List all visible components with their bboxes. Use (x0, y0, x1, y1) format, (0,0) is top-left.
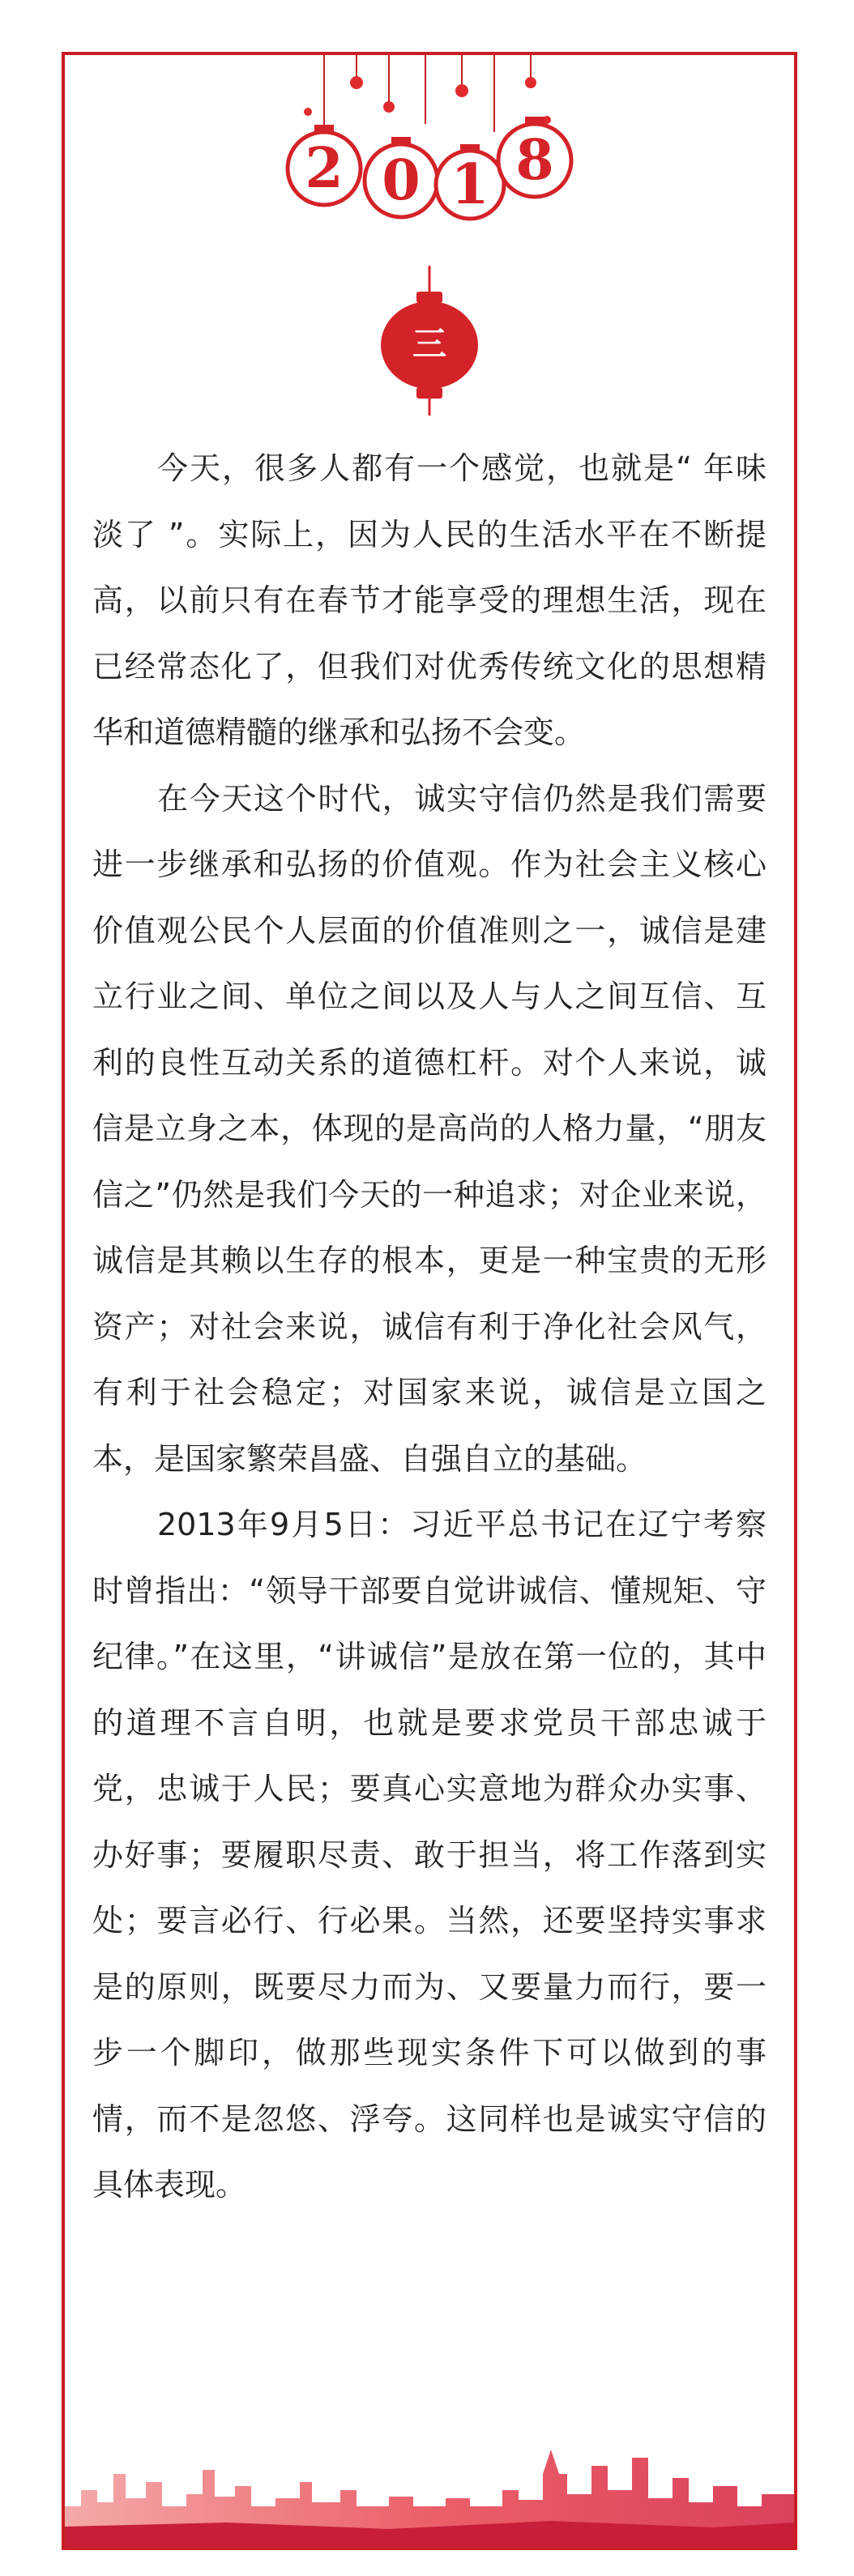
year-digit: 8 (515, 128, 554, 193)
page-frame (62, 52, 797, 2550)
article-body (92, 436, 766, 2219)
paragraph: 2013年9月5日：习近平总书记在辽宁考察时曾指出：“领导干部要自觉讲诚信、懂规矩、守纪律。”在这里，“讲诚信”是放在第一位的，其中的道理不言自明，也就是要求党员干部忠诚于党，忠诚于人民；要真心实意地为群众办实事、办好事；要履职尽责、敢于担当，将工作落到实处；要言必行、行必果。当然，还要坚持实事求是的原则，既要尽力而为、又要量力而行，要一步一个脚印，做那些现实条件下可以做到的事情，而不是忽悠、浮夸。这同样也是诚实守信的具体表现。 (92, 1507, 766, 2203)
paragraph: 今天，很多人都有一个感觉，也就是“ 年味淡了 ”。实际上，因为人民的生活水平在不断提高，以前只有在春节才能享受的理想生活，现在已经常态化了，但我们对优秀传统文化的思想精华和道德精髓的继承和弘扬不会变。 (92, 450, 766, 750)
hanging-ornament-icon (324, 55, 531, 132)
paragraph: 在今天这个时代，诚实守信仍然是我们需要进一步继承和弘扬的价值观。作为社会主义核心价值观公民个人层面的价值准则之一，诚信是建立行业之间、单位之间以及人与人之间互信、互利的良性互动关系的道德杠杆。对个人来说，诚信是立身之本，体现的是高尚的人格力量，“朋友信之”仍然是我们今天的一种追求；对企业来说，诚信是其赖以生存的根本，更是一种宝贵的无形资产；对社会来说，诚信有利于净化社会风气，有利于社会稳定；对国家来说，诚信是立国之本，是国家繁荣昌盛、自强自立的基础。 (92, 780, 766, 1477)
section-lantern (381, 266, 478, 416)
year-ornament-header (65, 55, 794, 241)
year-digit: 1 (450, 152, 489, 217)
year-digit: 2 (305, 136, 344, 201)
section-number: 三 (412, 324, 446, 364)
year-digit: 0 (382, 148, 421, 213)
city-skyline-footer (65, 2425, 794, 2547)
